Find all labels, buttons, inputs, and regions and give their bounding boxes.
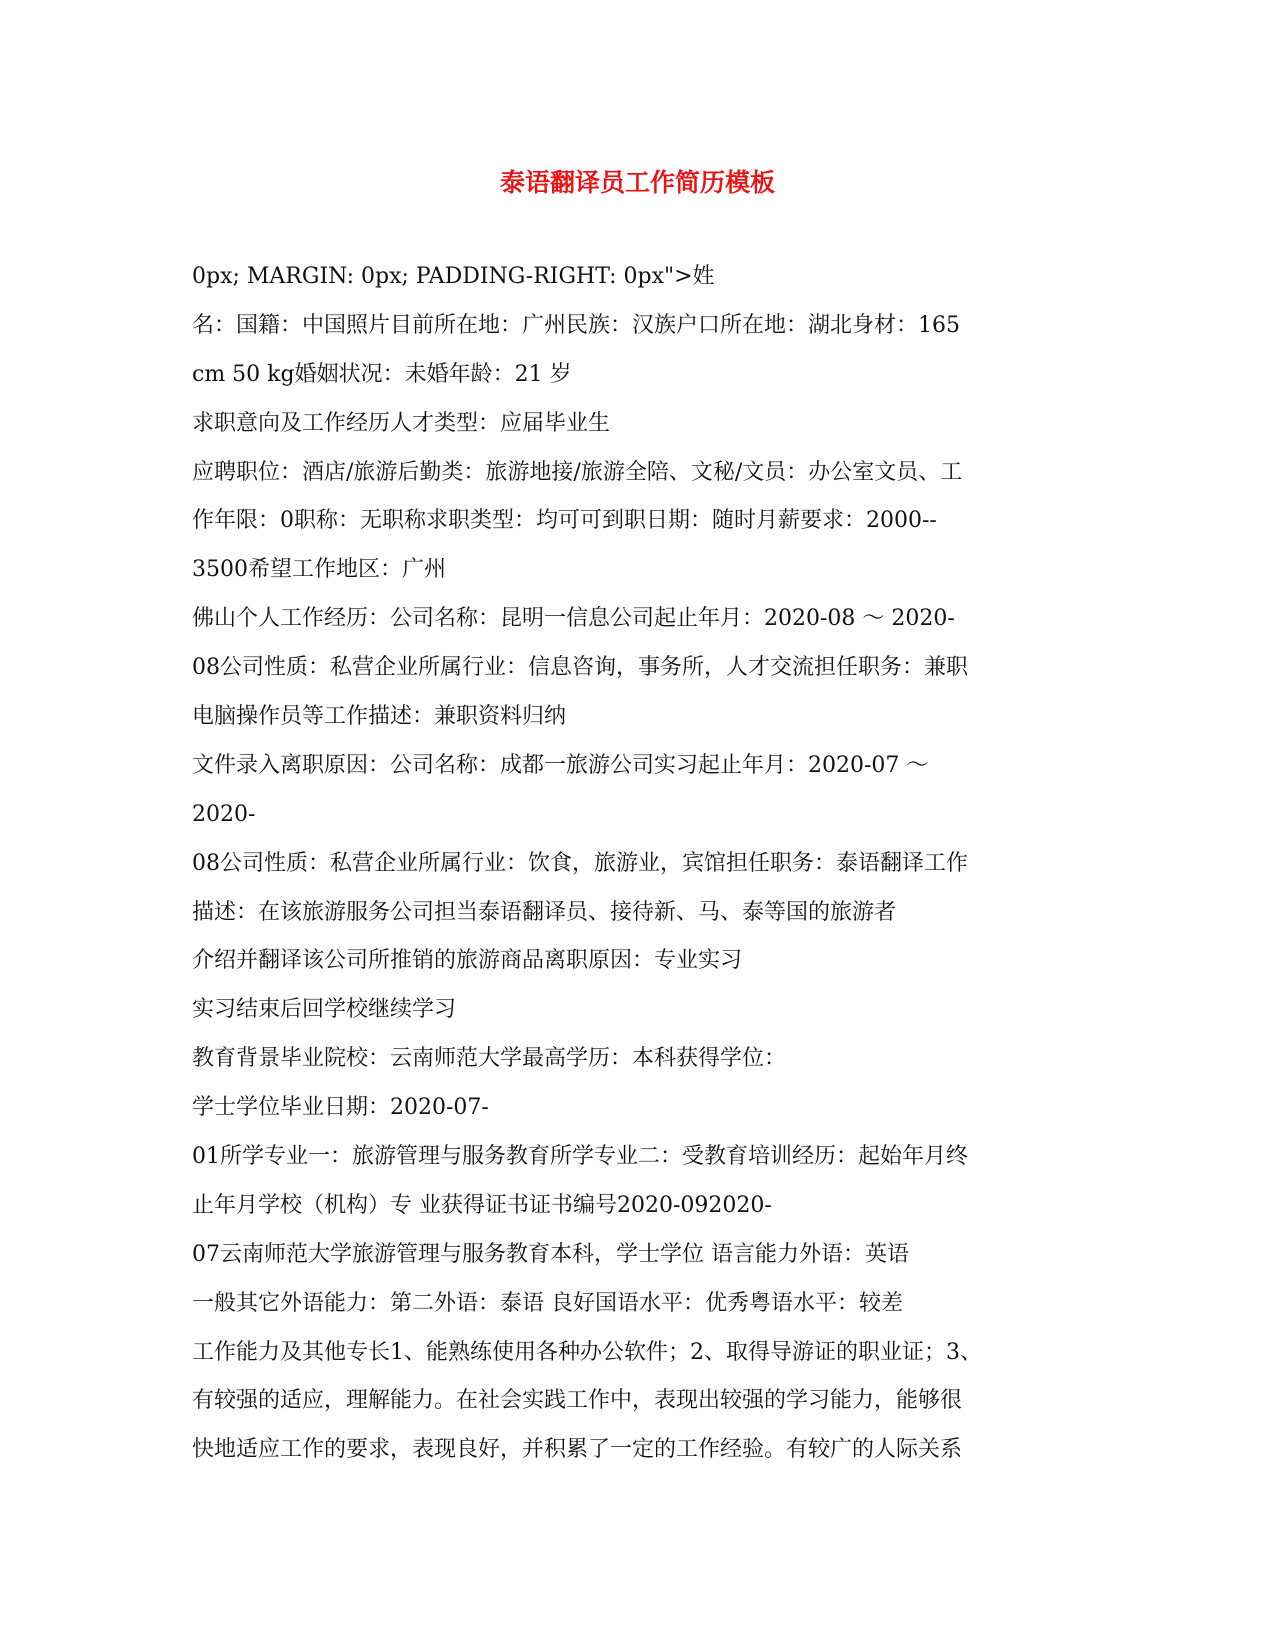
body-line: 佛山个人工作经历：公司名称：昆明一信息公司起止年月：2020-08 ～ 2020-: [192, 606, 955, 632]
body-line: 有较强的适应，理解能力。在社会实践工作中，表现出较强的学习能力，能够很: [192, 1388, 963, 1414]
body-line: 2020-: [192, 801, 256, 827]
body-line: 0px; MARGIN: 0px; PADDING-RIGHT: 0px">姓: [192, 264, 715, 289]
body-line: 实习结束后回学校继续学习: [192, 997, 457, 1023]
document-body: [192, 265, 1092, 1487]
body-line: 教育背景毕业院校：云南师范大学最高学历：本科获得学位：: [192, 1046, 787, 1072]
body-line: 工作能力及其他专长1、能熟练使用各种办公软件；2、取得导游证的职业证；3、: [192, 1339, 982, 1365]
body-line: 求职意向及工作经历人才类型：应届毕业生: [192, 410, 611, 436]
body-line: 描述：在该旅游服务公司担当泰语翻译员、接待新、马、泰等国的旅游者: [192, 899, 897, 925]
body-line: 介绍并翻译该公司所推销的旅游商品离职原因：专业实习: [192, 948, 743, 974]
body-line: 3500希望工作地区：广州: [192, 557, 446, 583]
body-line: 快地适应工作的要求，表现良好，并积累了一定的工作经验。有较广的人际关系: [192, 1437, 963, 1463]
body-line: 电脑操作员等工作描述：兼职资料归纳: [192, 704, 567, 730]
document-title: 泰语翻译员工作简历模板: [499, 168, 775, 197]
body-line: 名：国籍：中国照片目前所在地：广州民族：汉族户口所在地：湖北身材：165: [192, 312, 960, 338]
body-line: cm 50 kg婚姻状况：未婚年龄：21 岁: [192, 361, 572, 387]
body-line: 08公司性质：私营企业所属行业：饮食，旅游业，宾馆担任职务：泰语翻译工作: [192, 850, 968, 876]
body-line: 01所学专业一：旅游管理与服务教育所学专业二：受教育培训经历：起始年月终: [192, 1144, 968, 1170]
body-line: 作年限：0职称：无职称求职类型：均可可到职日期：随时月薪要求：2000--: [192, 508, 937, 534]
body-line: 07云南师范大学旅游管理与服务教育本科，学士学位 语言能力外语：英语: [192, 1241, 909, 1267]
body-line: 学士学位毕业日期：2020-07-: [192, 1095, 489, 1121]
body-line: 一般其它外语能力：第二外语：泰语 良好国语水平：优秀粤语水平：较差: [192, 1290, 903, 1316]
body-line: 止年月学校（机构）专 业获得证书证书编号2020-092020-: [192, 1192, 772, 1218]
body-line: 应聘职位：酒店/旅游后勤类：旅游地接/旅游全陪、文秘/文员：办公室文员、工: [192, 459, 963, 485]
body-line: 文件录入离职原因：公司名称：成都一旅游公司实习起止年月：2020-07 ～: [192, 752, 929, 778]
body-line: 08公司性质：私营企业所属行业：信息咨询，事务所，人才交流担任职务：兼职: [192, 655, 968, 681]
